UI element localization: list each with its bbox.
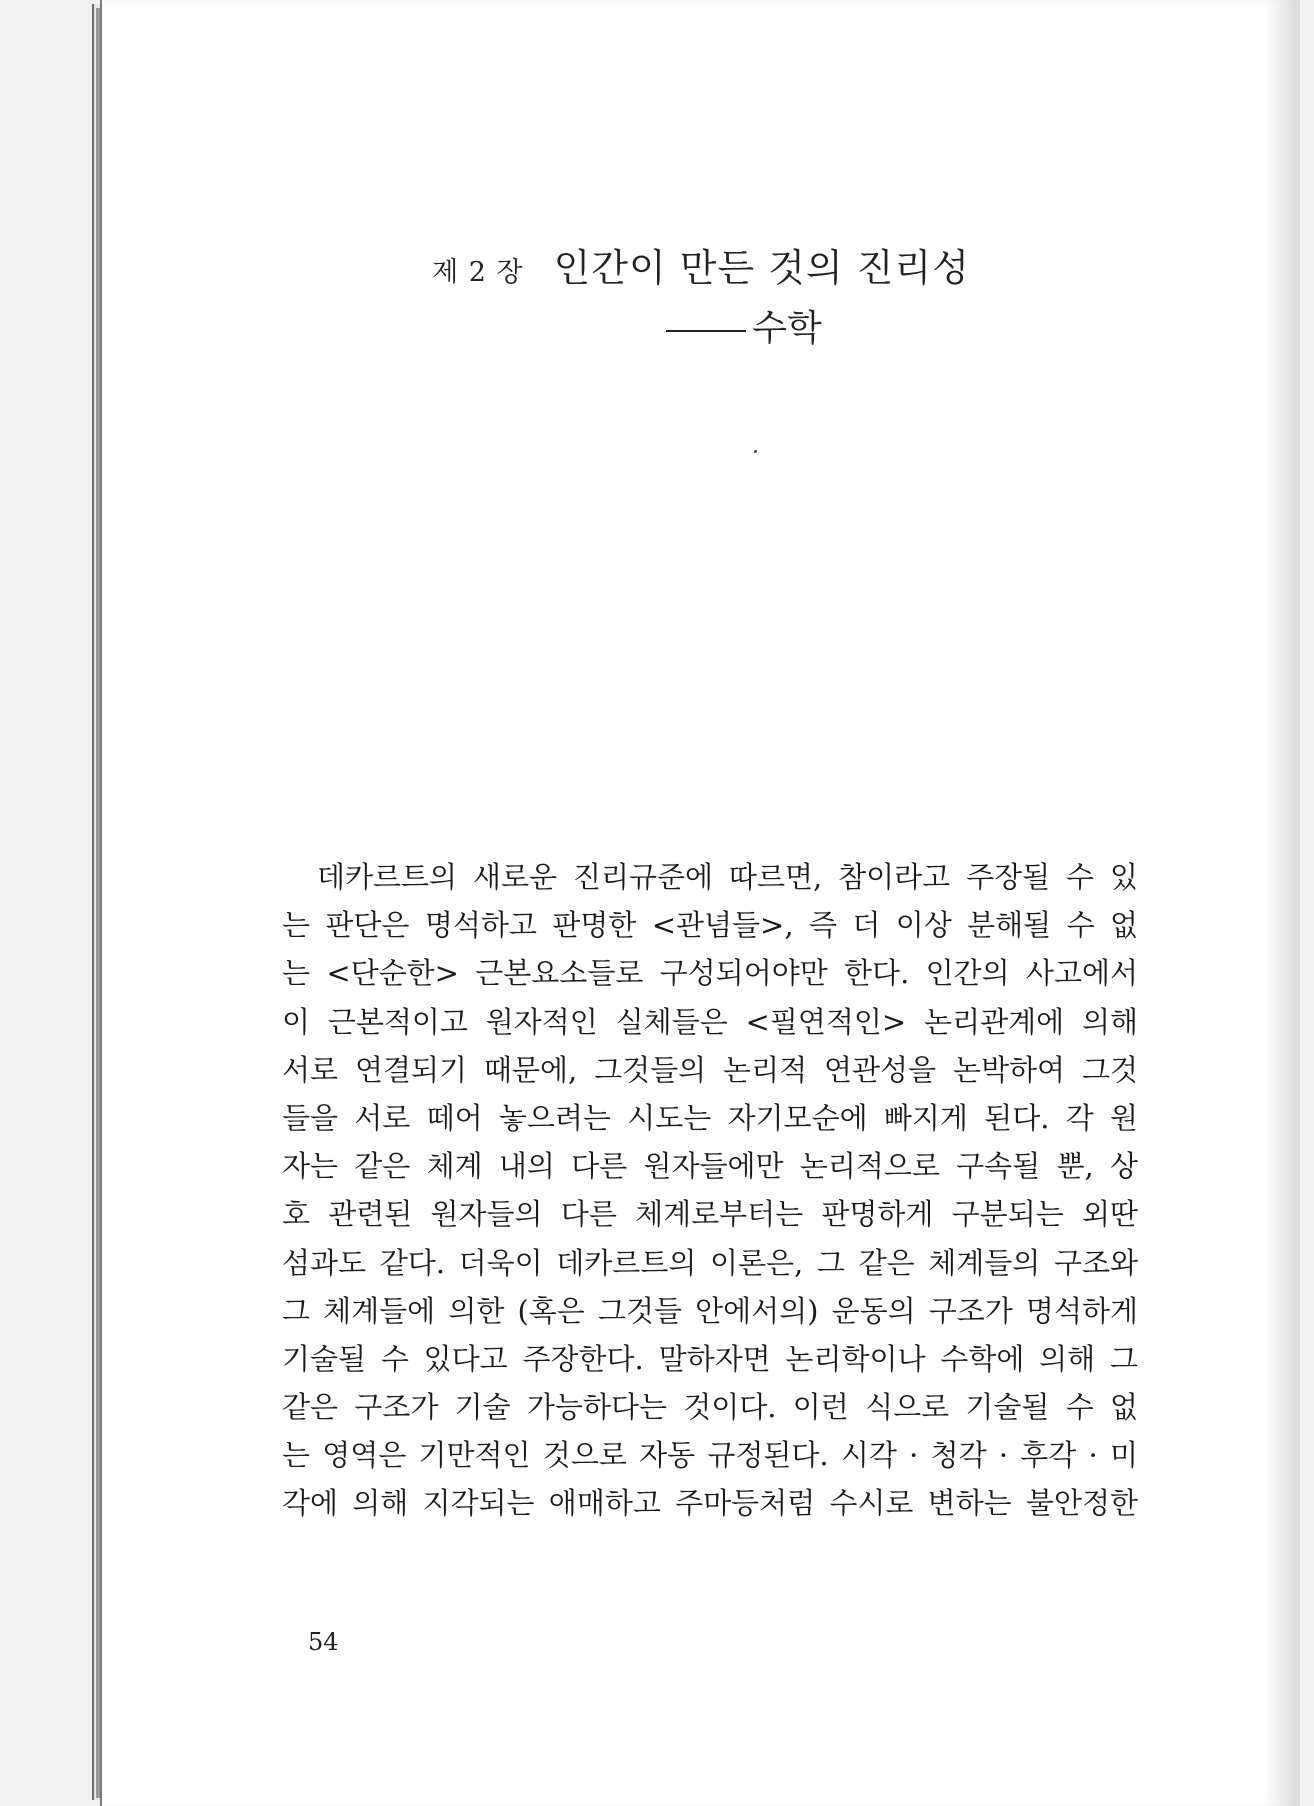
body-line: 그 체계들에 의한 (혹은 그것들 안에서의) 운동의 구조가 명석하게: [282, 1293, 1138, 1328]
body-line: 섬과도 같다. 더욱이 데카르트의 이론은, 그 같은 체계들의 구조와: [282, 1245, 1138, 1280]
body-line: 는 판단은 명석하고 판명한 <관념들>, 즉 더 이상 분해될 수 없: [282, 908, 1138, 943]
chapter-title: 인간이 만든 것의 진리성: [553, 246, 970, 290]
book-page: [100, 0, 1300, 1806]
body-line: 데카르트의 새로운 진리규준에 따르면, 참이라고 주장될 수 있: [317, 860, 1138, 894]
body-line: 자는 같은 체계 내의 다른 원자들에만 논리적으로 구속될 뿐, 상: [282, 1149, 1138, 1184]
chapter-heading: [102, 246, 1300, 292]
body-line: 는 <단순한> 근본요소들로 구성되어야만 한다. 인간의 사고에서: [282, 956, 1138, 991]
body-paragraph: [282, 853, 1138, 1528]
chapter-subtitle: 수학: [752, 308, 822, 349]
body-line: 들을 서로 떼어 놓으려는 시도는 자기모순에 빠지게 된다. 각 원: [282, 1100, 1138, 1135]
body-line: 이 근본적이고 원자적인 실체들은 <필연적인> 논리관계에 의해: [282, 1004, 1138, 1039]
body-line: 서로 연결되기 때문에, 그것들의 논리적 연관성을 논박하여 그것: [282, 1052, 1138, 1087]
body-line: 호 관련된 원자들의 다른 체계로부터는 판명하게 구분되는 외딴: [282, 1197, 1138, 1232]
body-line: 같은 구조가 기술 가능하다는 것이다. 이런 식으로 기술될 수 없: [282, 1390, 1138, 1425]
body-line: 각에 의해 지각되는 애매하고 주마등처럼 수시로 변하는 불안정한: [282, 1486, 1138, 1521]
em-dash-rule: [666, 330, 746, 332]
body-line: 는 영역은 기만적인 것으로 자동 규정된다. 시각 · 청각 · 후각 · 미: [282, 1438, 1138, 1473]
page-number: 54: [308, 1628, 339, 1656]
chapter-subtitle-row: [102, 300, 1300, 351]
body-line: 기술될 수 있다고 주장한다. 말하자면 논리학이나 수학에 의해 그: [282, 1341, 1138, 1376]
print-speck: [754, 450, 757, 453]
chapter-number: 제 2 장: [432, 257, 524, 288]
